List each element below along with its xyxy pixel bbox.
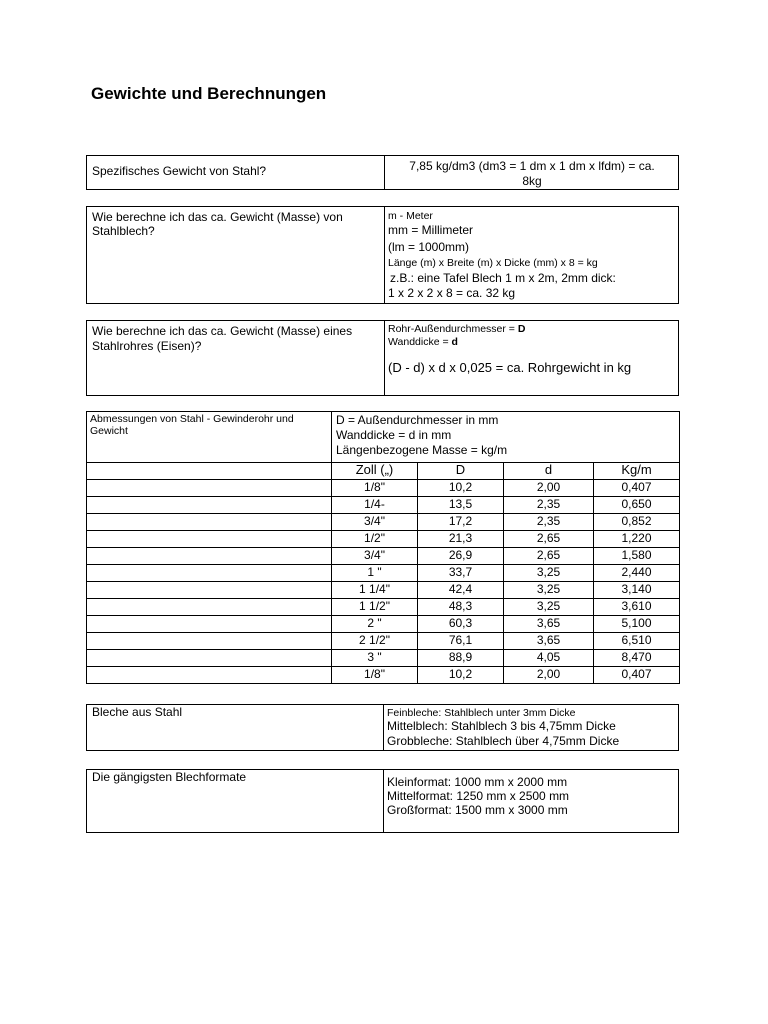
cell-wall-thickness: 3,25 (504, 582, 594, 599)
table-empty-cell (87, 582, 332, 599)
table-empty-cell (87, 531, 332, 548)
sheet-weight-box (86, 206, 679, 304)
steel-sheets-box (86, 704, 679, 751)
pipe-weight-answer (388, 323, 631, 374)
specific-weight-box (86, 155, 679, 190)
question-line: Gewicht (90, 425, 128, 437)
format-line: Großformat: 1500 mm x 3000 mm (387, 803, 568, 817)
table-empty-cell (87, 599, 332, 616)
cell-wall-thickness: 2,65 (504, 531, 594, 548)
table-row (87, 497, 680, 514)
cell-wall-thickness: 2,35 (504, 497, 594, 514)
cell-zoll: 1/8" (332, 480, 418, 497)
cell-wall-thickness: 3,65 (504, 633, 594, 650)
pipe-weight-box (86, 320, 679, 396)
cell-zoll: 3 " (332, 650, 418, 667)
cell-outer-diameter: 21,3 (418, 531, 504, 548)
cell-weight-per-meter: 8,470 (594, 650, 680, 667)
table-row (87, 582, 680, 599)
cell-zoll: 2 " (332, 616, 418, 633)
format-line: Kleinformat: 1000 mm x 2000 mm (387, 775, 568, 789)
header-zoll: Zoll („) (332, 463, 418, 480)
table-empty-cell (87, 514, 332, 531)
table-row (87, 514, 680, 531)
answer-line: m - Meter (388, 210, 433, 222)
outer-diameter-line (388, 323, 631, 336)
header-weight-per-meter: Kg/m (594, 463, 680, 480)
cell-zoll: 3/4" (332, 514, 418, 531)
cell-outer-diameter: 10,2 (418, 480, 504, 497)
cell-outer-diameter: 88,9 (418, 650, 504, 667)
steel-sheets-list (387, 707, 619, 749)
cell-zoll: 1 1/4" (332, 582, 418, 599)
cell-wall-thickness: 3,65 (504, 616, 594, 633)
pipe-weight-question (92, 324, 352, 354)
table-row (87, 650, 680, 667)
cell-zoll: 1 1/2" (332, 599, 418, 616)
cell-outer-diameter: 42,4 (418, 582, 504, 599)
table-empty-cell (87, 650, 332, 667)
table-row (87, 599, 680, 616)
table-intro-row (87, 412, 680, 463)
table-empty-cell (87, 497, 332, 514)
question-line: Stahlrohres (Eisen)? (92, 339, 202, 353)
cell-outer-diameter: 10,2 (418, 667, 504, 684)
cell-wall-thickness: 4,05 (504, 650, 594, 667)
pipe-formula: (D - d) x d x 0,025 = ca. Rohrgewicht in kg (388, 360, 632, 375)
answer-line: Länge (m) x Breite (m) x Dicke (mm) x 8 = kg (388, 257, 598, 269)
sheet-type-line: Grobbleche: Stahlblech über 4,75mm Dicke (387, 734, 620, 748)
steel-sheets-label: Bleche aus Stahl (92, 705, 183, 719)
cell-wall-thickness: 3,25 (504, 599, 594, 616)
cell-zoll: 1/8" (332, 667, 418, 684)
cell-weight-per-meter: 0,852 (594, 514, 680, 531)
question-line: Abmessungen von Stahl - Gewinderohr und (90, 413, 294, 425)
cell-weight-per-meter: 6,510 (594, 633, 680, 650)
table-row (87, 565, 680, 582)
cell-outer-diameter: 60,3 (418, 616, 504, 633)
table-empty-cell (87, 616, 332, 633)
answer-line: 1 x 2 x 2 x 8 = ca. 32 kg (388, 286, 516, 300)
cell-wall-thickness: 3,25 (504, 565, 594, 582)
question-line: Wie berechne ich das ca. Gewicht (Masse) von (92, 210, 343, 224)
sheet-weight-question (92, 210, 343, 238)
format-line: Mittelformat: 1250 mm x 2500 mm (387, 789, 570, 803)
cell-weight-per-meter: 3,610 (594, 599, 680, 616)
header-wall-thickness: d (504, 463, 594, 480)
cell-zoll: 1/4- (332, 497, 418, 514)
sheet-type-line: Mittelblech: Stahlblech 3 bis 4,75mm Dicke (387, 719, 616, 733)
pipe-dimensions-table (86, 411, 680, 684)
legend-line: Längenbezogene Masse = kg/m (336, 443, 508, 457)
cell-weight-per-meter: 3,140 (594, 582, 680, 599)
sheet-type-line: Feinbleche: Stahlblech unter 3mm Dicke (387, 707, 576, 719)
table-row (87, 667, 680, 684)
header-outer-diameter: D (418, 463, 504, 480)
cell-outer-diameter: 48,3 (418, 599, 504, 616)
cell-outer-diameter: 33,7 (418, 565, 504, 582)
answer-line: (lm = 1000mm) (388, 240, 470, 254)
cell-weight-per-meter: 1,580 (594, 548, 680, 565)
cell-weight-per-meter: 0,407 (594, 480, 680, 497)
answer-line: 8kg (522, 174, 542, 188)
table-empty-cell (87, 480, 332, 497)
sheet-formats-box (86, 769, 679, 833)
table-row (87, 531, 680, 548)
cell-outer-diameter: 26,9 (418, 548, 504, 565)
table-empty-cell (87, 565, 332, 582)
specific-weight-answer (385, 159, 679, 189)
table-legend-cell (332, 412, 680, 463)
cell-zoll: 1/2" (332, 531, 418, 548)
outer-diameter-label: Rohr-Außendurchmesser = (388, 323, 518, 335)
wall-thickness-line (388, 336, 631, 361)
table-row (87, 633, 680, 650)
cell-wall-thickness: 2,00 (504, 480, 594, 497)
wall-thickness-label: Wanddicke = (388, 336, 452, 348)
specific-weight-question: Spezifisches Gewicht von Stahl? (92, 164, 267, 178)
question-line: Stahlblech? (92, 224, 155, 238)
table-question-cell (87, 412, 332, 463)
table-row (87, 616, 680, 633)
cell-weight-per-meter: 0,407 (594, 667, 680, 684)
cell-outer-diameter: 13,5 (418, 497, 504, 514)
cell-weight-per-meter: 1,220 (594, 531, 680, 548)
cell-weight-per-meter: 0,650 (594, 497, 680, 514)
table-empty-cell (87, 633, 332, 650)
cell-wall-thickness: 2,65 (504, 548, 594, 565)
cell-weight-per-meter: 5,100 (594, 616, 680, 633)
table-row (87, 548, 680, 565)
cell-wall-thickness: 2,00 (504, 667, 594, 684)
legend-line: Wanddicke = d in mm (336, 428, 452, 442)
cell-zoll: 1 " (332, 565, 418, 582)
wall-thickness-symbol: d (451, 336, 458, 348)
question-line: Wie berechne ich das ca. Gewicht (Masse) eines (92, 324, 353, 338)
sheet-weight-answer (388, 210, 616, 300)
cell-zoll: 3/4" (332, 548, 418, 565)
outer-diameter-symbol: D (517, 323, 526, 335)
table-empty-cell (87, 548, 332, 565)
sheet-formats-list (387, 775, 569, 817)
cell-weight-per-meter: 2,440 (594, 565, 680, 582)
sheet-formats-label: Die gängigsten Blechformate (92, 770, 247, 784)
answer-line: z.B.: eine Tafel Blech 1 m x 2m, 2mm dick: (390, 271, 616, 285)
answer-line: mm = Millimeter (388, 223, 474, 237)
cell-outer-diameter: 76,1 (418, 633, 504, 650)
cell-outer-diameter: 17,2 (418, 514, 504, 531)
answer-line: 7,85 kg/dm3 (dm3 = 1 dm x 1 dm x lfdm) = ca. (409, 159, 655, 173)
table-empty-cell (87, 463, 332, 480)
cell-zoll: 2 1/2" (332, 633, 418, 650)
page-title: Gewichte und Berechnungen (91, 84, 327, 103)
cell-wall-thickness: 2,35 (504, 514, 594, 531)
legend-line: D = Außendurchmesser in mm (336, 413, 499, 427)
table-row (87, 480, 680, 497)
table-header-row (87, 463, 680, 480)
table-empty-cell (87, 667, 332, 684)
